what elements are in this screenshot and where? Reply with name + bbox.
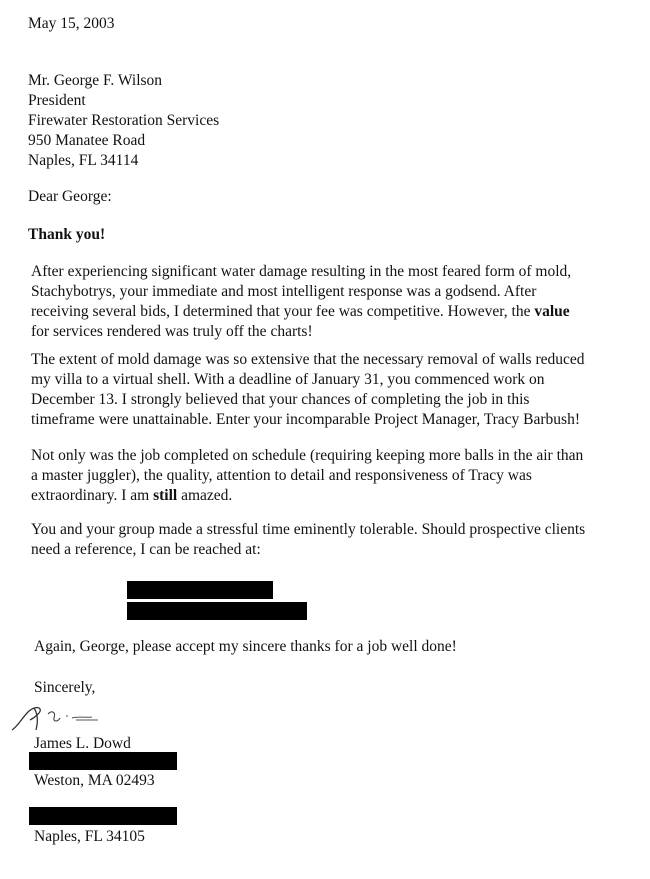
- paragraph-4-line: need a reference, I can be reached at:: [31, 541, 261, 558]
- salutation: Dear George:: [28, 188, 112, 205]
- paragraph-3-line: a master juggler), the quality, attention to detail and responsiveness of Tracy was: [31, 467, 532, 484]
- paragraph-4: [31, 520, 585, 560]
- emphasis-still: still: [153, 487, 178, 504]
- paragraph-2: [31, 350, 585, 430]
- recipient-company: Firewater Restoration Services: [28, 112, 220, 129]
- paragraph-2-line: timeframe were unattainable. Enter your incomparable Project Manager, Tracy Barbush!: [31, 411, 581, 428]
- sender-city-weston: Weston, MA 02493: [34, 772, 155, 789]
- redacted-sender-street-1: [29, 752, 177, 770]
- letter-date: May 15, 2003: [28, 15, 115, 32]
- recipient-city: Naples, FL 34114: [28, 152, 139, 169]
- recipient-name: Mr. George F. Wilson: [28, 72, 163, 89]
- paragraph-3-line: Not only was the job completed on schedule (requiring keeping more balls in the air than: [31, 447, 584, 464]
- paragraph-3-line: [31, 486, 583, 506]
- paragraph-3: [31, 446, 583, 506]
- redacted-contact-line-1: [127, 581, 273, 599]
- paragraph-4-line: You and your group made a stressful time eminently tolerable. Should prospective clients: [31, 521, 586, 538]
- paragraph-3-text: extraordinary. I am: [31, 487, 154, 504]
- paragraph-3-text-end: amazed.: [177, 487, 233, 504]
- recipient-address-block: [28, 71, 219, 171]
- paragraph-2-line: The extent of mold damage was so extensive that the necessary removal of walls reduced: [31, 351, 585, 368]
- redacted-contact-line-2: [127, 602, 307, 620]
- handwritten-signature: [8, 700, 118, 734]
- sender-name: James L. Dowd: [34, 735, 131, 752]
- emphasis-value: value: [534, 303, 570, 320]
- paragraph-1-line: Stachybotrys, your immediate and most intelligent response was a godsend. After: [31, 283, 537, 300]
- recipient-title: President: [28, 92, 86, 109]
- letter-heading: Thank you!: [28, 226, 106, 243]
- closing-thanks: Again, George, please accept my sincere thanks for a job well done!: [34, 638, 457, 655]
- paragraph-2-line: December 13. I strongly believed that your chances of completing the job in this: [31, 391, 530, 408]
- paragraph-1-line: [31, 302, 571, 322]
- paragraph-1-line: After experiencing significant water damage resulting in the most feared form of mold,: [31, 263, 572, 280]
- paragraph-1: [31, 262, 571, 342]
- paragraph-1-text: receiving several bids, I determined that your fee was competitive. However, the: [31, 303, 535, 320]
- sender-city-naples: Naples, FL 34105: [34, 828, 145, 845]
- redacted-sender-street-2: [29, 807, 177, 825]
- paragraph-1-line: for services rendered was truly off the charts!: [31, 323, 313, 340]
- paragraph-2-line: my villa to a virtual shell. With a deadline of January 31, you commenced work on: [31, 371, 545, 388]
- recipient-street: 950 Manatee Road: [28, 132, 146, 149]
- signoff: Sincerely,: [34, 679, 96, 696]
